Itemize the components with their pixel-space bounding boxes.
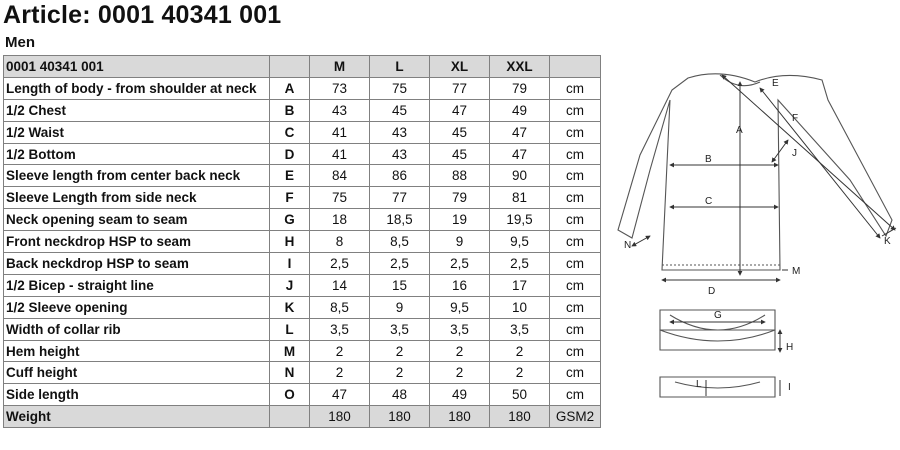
table-row xyxy=(4,253,601,275)
weight-value: 180 xyxy=(490,406,550,428)
measurement-unit: cm xyxy=(550,231,601,253)
measurement-name: Back neckdrop HSP to seam xyxy=(4,253,270,275)
diagram-label-h: H xyxy=(786,342,794,353)
size-header-cell: M xyxy=(310,56,370,78)
measurement-value: 88 xyxy=(430,165,490,187)
measurement-value: 75 xyxy=(310,187,370,209)
measurement-unit: cm xyxy=(550,99,601,121)
weight-value: 180 xyxy=(310,406,370,428)
measurement-value: 2 xyxy=(490,340,550,362)
measurement-value: 2 xyxy=(370,362,430,384)
header-code-cell xyxy=(270,56,310,78)
measurement-name: Length of body - from shoulder at neck xyxy=(4,77,270,99)
measurement-value: 47 xyxy=(310,384,370,406)
measurement-value: 50 xyxy=(490,384,550,406)
measurement-value: 41 xyxy=(310,143,370,165)
measurement-code: A xyxy=(270,77,310,99)
gender-label: Men xyxy=(5,34,35,51)
measurement-unit: cm xyxy=(550,274,601,296)
measurement-value: 14 xyxy=(310,274,370,296)
measurement-code: H xyxy=(270,231,310,253)
measurement-unit: cm xyxy=(550,143,601,165)
diagram-label-b: B xyxy=(705,154,712,165)
measurement-code: C xyxy=(270,121,310,143)
measurement-code: G xyxy=(270,209,310,231)
measurement-unit: cm xyxy=(550,340,601,362)
measurement-unit: cm xyxy=(550,362,601,384)
measurement-name: Sleeve Length from side neck xyxy=(4,187,270,209)
measurement-name: 1/2 Bottom xyxy=(4,143,270,165)
measurement-value: 79 xyxy=(490,77,550,99)
measurement-value: 47 xyxy=(430,99,490,121)
table-row xyxy=(4,274,601,296)
measurement-unit: cm xyxy=(550,77,601,99)
header-unit-cell xyxy=(550,56,601,78)
table-row xyxy=(4,99,601,121)
measurement-value: 48 xyxy=(370,384,430,406)
diagram-label-j: J xyxy=(792,148,797,159)
measurement-value: 43 xyxy=(370,121,430,143)
table-row xyxy=(4,362,601,384)
table-row xyxy=(4,340,601,362)
weight-code-cell xyxy=(270,406,310,428)
diagram-label-g: G xyxy=(714,310,722,321)
measurement-value: 9 xyxy=(430,231,490,253)
measurement-unit: cm xyxy=(550,165,601,187)
diagram-label-n: N xyxy=(624,240,632,251)
measurement-value: 2 xyxy=(370,340,430,362)
measurement-value: 2 xyxy=(430,340,490,362)
table-row xyxy=(4,143,601,165)
measurement-unit: cm xyxy=(550,253,601,275)
header-row xyxy=(4,56,601,78)
measurement-value: 2,5 xyxy=(430,253,490,275)
measure-n xyxy=(632,236,650,246)
measurement-value: 47 xyxy=(490,121,550,143)
diagram-label-m: M xyxy=(792,266,801,277)
measurement-code: M xyxy=(270,340,310,362)
measurement-name: Neck opening seam to seam xyxy=(4,209,270,231)
measurement-value: 43 xyxy=(310,99,370,121)
measurement-value: 8,5 xyxy=(310,296,370,318)
measurement-value: 15 xyxy=(370,274,430,296)
measurement-code: J xyxy=(270,274,310,296)
size-chart-table xyxy=(3,55,601,428)
measurement-value: 73 xyxy=(310,77,370,99)
measurement-value: 2,5 xyxy=(490,253,550,275)
measurement-value: 77 xyxy=(430,77,490,99)
measure-j xyxy=(772,140,788,162)
size-header-cell: L xyxy=(370,56,430,78)
measurement-value: 3,5 xyxy=(310,318,370,340)
measurement-value: 3,5 xyxy=(370,318,430,340)
diagram-label-l: L xyxy=(696,379,702,390)
measurement-value: 17 xyxy=(490,274,550,296)
measurement-value: 77 xyxy=(370,187,430,209)
size-header-cell: XL xyxy=(430,56,490,78)
measurement-value: 45 xyxy=(430,143,490,165)
measurement-value: 9,5 xyxy=(430,296,490,318)
diagram-label-e: E xyxy=(772,78,779,89)
measurement-code: L xyxy=(270,318,310,340)
measurement-value: 47 xyxy=(490,143,550,165)
measurement-name: 1/2 Waist xyxy=(4,121,270,143)
measurement-name: 1/2 Chest xyxy=(4,99,270,121)
measurement-name: Side length xyxy=(4,384,270,406)
diagram-label-c: C xyxy=(705,196,713,207)
table-row xyxy=(4,165,601,187)
table-row xyxy=(4,384,601,406)
measurement-value: 9 xyxy=(370,296,430,318)
measurement-value: 45 xyxy=(430,121,490,143)
weight-value: 180 xyxy=(370,406,430,428)
weight-label: Weight xyxy=(4,406,270,428)
measurement-code: O xyxy=(270,384,310,406)
measurement-value: 2 xyxy=(310,362,370,384)
table-row xyxy=(4,77,601,99)
measurement-value: 3,5 xyxy=(430,318,490,340)
collar-detail xyxy=(660,310,775,397)
measurement-value: 3,5 xyxy=(490,318,550,340)
measurement-unit: cm xyxy=(550,318,601,340)
weight-row xyxy=(4,406,601,428)
measurement-value: 18 xyxy=(310,209,370,231)
measurement-value: 49 xyxy=(490,99,550,121)
table-row xyxy=(4,121,601,143)
measurement-value: 18,5 xyxy=(370,209,430,231)
measurement-value: 86 xyxy=(370,165,430,187)
measurement-value: 81 xyxy=(490,187,550,209)
measurement-value: 79 xyxy=(430,187,490,209)
measurement-value: 2,5 xyxy=(370,253,430,275)
table-row xyxy=(4,209,601,231)
article-number-cell: 0001 40341 001 xyxy=(4,56,270,78)
measurement-value: 45 xyxy=(370,99,430,121)
table-row xyxy=(4,318,601,340)
measurement-name: 1/2 Sleeve opening xyxy=(4,296,270,318)
garment-diagram xyxy=(610,60,900,405)
measurement-unit: cm xyxy=(550,121,601,143)
measurement-value: 2 xyxy=(430,362,490,384)
measurement-value: 19,5 xyxy=(490,209,550,231)
article-title: Article: 0001 40341 001 xyxy=(3,1,282,29)
measurement-value: 8 xyxy=(310,231,370,253)
measurement-value: 84 xyxy=(310,165,370,187)
measurement-name: Hem height xyxy=(4,340,270,362)
measurement-code: B xyxy=(270,99,310,121)
measurement-name: Cuff height xyxy=(4,362,270,384)
measurement-value: 90 xyxy=(490,165,550,187)
measurement-value: 41 xyxy=(310,121,370,143)
measurement-value: 8,5 xyxy=(370,231,430,253)
table-row xyxy=(4,231,601,253)
measurement-unit: cm xyxy=(550,384,601,406)
measurement-code: I xyxy=(270,253,310,275)
size-header-cell: XXL xyxy=(490,56,550,78)
measurement-code: N xyxy=(270,362,310,384)
measurement-name: Width of collar rib xyxy=(4,318,270,340)
measurement-unit: cm xyxy=(550,296,601,318)
diagram-label-f: F xyxy=(792,113,799,124)
measurement-code: E xyxy=(270,165,310,187)
measurement-value: 43 xyxy=(370,143,430,165)
diagram-label-a: A xyxy=(736,125,743,136)
measurement-value: 19 xyxy=(430,209,490,231)
table-row xyxy=(4,296,601,318)
measurement-name: Front neckdrop HSP to seam xyxy=(4,231,270,253)
measurement-name: 1/2 Bicep - straight line xyxy=(4,274,270,296)
measurement-value: 75 xyxy=(370,77,430,99)
measurement-value: 49 xyxy=(430,384,490,406)
table-row xyxy=(4,187,601,209)
measurement-value: 16 xyxy=(430,274,490,296)
diagram-label-i: I xyxy=(788,382,791,393)
measurement-code: F xyxy=(270,187,310,209)
measurement-value: 2 xyxy=(490,362,550,384)
shirt-outline xyxy=(618,74,892,270)
measurement-code: D xyxy=(270,143,310,165)
measurement-name: Sleeve length from center back neck xyxy=(4,165,270,187)
measurement-code: K xyxy=(270,296,310,318)
measurement-value: 9,5 xyxy=(490,231,550,253)
measurement-unit: cm xyxy=(550,187,601,209)
measurement-value: 2 xyxy=(310,340,370,362)
measurement-unit: cm xyxy=(550,209,601,231)
weight-unit: GSM2 xyxy=(550,406,601,428)
measurement-value: 2,5 xyxy=(310,253,370,275)
diagram-label-d: D xyxy=(708,286,716,297)
measurement-value: 10 xyxy=(490,296,550,318)
diagram-label-k: K xyxy=(884,236,891,247)
weight-value: 180 xyxy=(430,406,490,428)
